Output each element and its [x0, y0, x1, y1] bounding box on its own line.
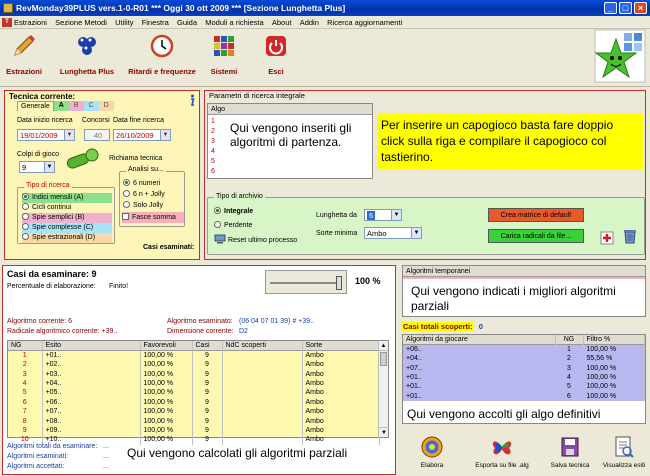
lunghetta-label: Lunghetta da: [316, 212, 357, 219]
richiama-label: Richiama tecnica: [109, 155, 163, 162]
table-cell: Ambo: [302, 388, 380, 397]
info-icon[interactable]: [188, 94, 196, 106]
table-cell: +04..: [403, 354, 555, 363]
table-row[interactable]: [8, 407, 380, 416]
radio-label: Solo Jolly: [133, 202, 163, 209]
radio-label: Indici mensili (A): [32, 194, 84, 201]
column-header[interactable]: NG: [555, 335, 583, 345]
tipo-ricerca-group: [17, 182, 115, 244]
table-cell: 9: [192, 435, 222, 444]
column-header[interactable]: Favorevoli: [140, 341, 192, 351]
radio-spie-complesse[interactable]: [22, 223, 112, 233]
algoritmi-totali-value: ...: [103, 443, 109, 450]
dimensione-label: Dimensione corrente:: [167, 328, 234, 335]
radio-icon: [123, 201, 130, 208]
table-cell: Ambo: [302, 407, 380, 416]
algoritmo-esaminato-value: (06 04 07 01 39) # +39..: [239, 318, 314, 325]
toolbar-estrazioni-button[interactable]: [4, 33, 44, 76]
reset-ultimo-processo-button[interactable]: [214, 234, 297, 247]
table-cell: +04..: [42, 379, 140, 388]
toolbar-label: Lunghetta Plus: [59, 67, 115, 76]
clock-icon: [149, 33, 175, 59]
butterfly-icon: [490, 434, 514, 460]
tab-c[interactable]: C: [84, 101, 99, 111]
table-cell: Ambo: [302, 360, 380, 369]
colpi-select[interactable]: [19, 161, 55, 173]
tab-b[interactable]: B: [69, 101, 84, 111]
table-cell: 9: [192, 388, 222, 397]
table-cell: Ambo: [302, 435, 380, 444]
table-cell: 100,00 %: [140, 398, 192, 407]
table-cell: 10: [8, 435, 42, 444]
tecnica-tabs: [17, 101, 114, 111]
scoperti-annotation: Qui vengono accolti gli algo definitivi: [407, 407, 601, 421]
toolbar-sistemi-button[interactable]: [204, 33, 244, 76]
table-cell: +05..: [42, 388, 140, 397]
data-inizio-label: Data inizio ricerca: [17, 117, 73, 124]
menu-estrazioni[interactable]: Estrazioni: [14, 18, 47, 27]
table-cell: 55,56 %: [583, 354, 645, 363]
table-cell: 9: [192, 360, 222, 369]
table-row[interactable]: [8, 388, 380, 397]
minimize-button[interactable]: _: [604, 2, 617, 14]
window-title: RevMonday39PLUS vers.1-0-R01 *** Oggi 30 ott 2009 *** [Sezione Lunghetta Plus]: [16, 3, 346, 13]
sorte-label: Sorte minima: [316, 230, 358, 237]
chevron-down-icon[interactable]: ▼: [64, 130, 74, 140]
scroll-down-icon[interactable]: ▼: [379, 427, 389, 437]
table-cell: [222, 435, 302, 444]
table-cell: 100,00 %: [140, 416, 192, 425]
table-cell: 9: [192, 416, 222, 425]
algo-row[interactable]: 5: [211, 158, 215, 165]
table-row[interactable]: [403, 392, 645, 401]
radio-icon: [22, 233, 29, 240]
menu-addin[interactable]: Addin: [299, 18, 319, 27]
temporanei-header: Algoritmi temporanei: [403, 266, 645, 277]
data-inizio-input[interactable]: [17, 129, 75, 141]
progress-slider[interactable]: [265, 270, 347, 294]
table-cell: 100,00 %: [583, 373, 645, 382]
table-cell: 100,00 %: [140, 426, 192, 435]
algoritmo-corrente-label: Algoritmo corrente: 6: [7, 318, 72, 325]
scoperti-header: [402, 321, 646, 333]
radio-label: Integrale: [224, 208, 254, 215]
tecnica-panel: [4, 90, 200, 260]
table-cell: +03..: [42, 369, 140, 378]
table-cell: 6: [555, 392, 583, 401]
temporanei-panel[interactable]: [402, 265, 646, 317]
progress-thumb[interactable]: [336, 276, 342, 290]
data-fine-value: 26/10/2009: [116, 131, 154, 140]
menu-ricerca-aggiornamenti[interactable]: Ricerca aggiornamenti: [327, 18, 403, 27]
table-row[interactable]: [403, 363, 645, 372]
table-cell: 5: [8, 388, 42, 397]
algo-header: Algo: [208, 104, 372, 115]
radio-label: 6 n + Jolly: [133, 191, 165, 198]
table-cell: 8: [8, 416, 42, 425]
table-row[interactable]: [403, 382, 645, 391]
table-cell: Ambo: [302, 379, 380, 388]
grid-icon: [211, 33, 237, 59]
toolbar-esci-button[interactable]: [258, 33, 294, 76]
table-cell: [222, 351, 302, 361]
table-row[interactable]: [8, 398, 380, 407]
target-icon: [420, 434, 444, 460]
table-row[interactable]: [403, 373, 645, 382]
radio-label: Spie semplici (B): [32, 214, 85, 221]
salva-tecnica-button[interactable]: [548, 434, 592, 469]
table-cell: 2: [8, 360, 42, 369]
data-fine-input[interactable]: [113, 129, 171, 141]
toolbar-label: Ritardi e frequenze: [128, 67, 196, 76]
chevron-down-icon[interactable]: ▼: [160, 130, 170, 140]
carica-radicali-button[interactable]: Carica radicali da file...: [488, 229, 584, 243]
parametri-title: Parametri di ricerca integrale: [209, 91, 305, 100]
algoritmo-esaminato-label: Algoritmo esaminato:: [167, 318, 233, 325]
table-cell: [222, 379, 302, 388]
casi-annotation: Qui vengono calcolati gli algoritmi parziali: [127, 446, 348, 460]
table-cell: 100,00 %: [583, 392, 645, 401]
table-cell: 9: [192, 351, 222, 361]
table-cell: 9: [192, 379, 222, 388]
table-cell: 1: [8, 351, 42, 361]
casi-grid[interactable]: [7, 340, 389, 444]
footer-labels: [7, 442, 97, 472]
casi-table: [8, 341, 380, 445]
button-label: Elabora: [420, 462, 444, 469]
table-cell: 100,00 %: [140, 388, 192, 397]
radio-cicli-continui[interactable]: [22, 203, 112, 213]
table-cell: 100,00 %: [583, 345, 645, 355]
tecnica-title: Tecnica corrente:: [9, 92, 76, 101]
temporanei-annotation: Qui vengono indicati i migliori algoritmi parziali: [411, 284, 616, 313]
radio-icon: [22, 193, 29, 200]
radio-6-numeri[interactable]: [123, 178, 160, 189]
table-cell: +06..: [42, 398, 140, 407]
table-cell: 9: [192, 369, 222, 378]
footer-values: [103, 442, 109, 472]
scoperti-table-body: [403, 345, 645, 401]
colpi-value: 9: [22, 163, 27, 172]
radio-solo-jolly[interactable]: [123, 200, 163, 211]
table-cell: +07..: [42, 407, 140, 416]
table-cell: +08..: [42, 416, 140, 425]
table-cell: 1: [555, 345, 583, 355]
column-header[interactable]: Filtro %: [583, 335, 645, 345]
radicale-label: Radicale algoritmico corrente: +39..: [7, 328, 118, 335]
algo-annotation: Qui vengono inseriti gli algoritmi di partenza.: [230, 121, 352, 149]
radio-6n-jolly[interactable]: [123, 189, 165, 200]
table-cell: 100,00 %: [140, 379, 192, 388]
algoritmi-accettati-value: ...: [103, 463, 109, 470]
table-cell: 9: [192, 407, 222, 416]
table-cell: 9: [192, 398, 222, 407]
table-cell: 100,00 %: [140, 435, 192, 444]
casi-panel: [2, 265, 396, 475]
crea-matrice-button[interactable]: Crea matrice di default: [488, 208, 584, 222]
chevron-down-icon[interactable]: ▼: [391, 210, 401, 220]
table-cell: +07..: [403, 363, 555, 372]
tab-d[interactable]: D: [99, 101, 114, 111]
table-cell: 3: [8, 369, 42, 378]
table-row[interactable]: [8, 360, 380, 369]
table-row[interactable]: [403, 354, 645, 363]
table-cell: 6: [8, 398, 42, 407]
concorsi-input[interactable]: 40: [84, 129, 110, 141]
casi-esaminati-label: Casi esaminati:: [143, 244, 195, 251]
esporta-button[interactable]: [472, 434, 532, 469]
table-row[interactable]: [8, 379, 380, 388]
sorte-value: Ambo: [367, 229, 387, 238]
radio-label: Perdente: [224, 222, 253, 229]
archivio-group: [207, 193, 645, 255]
table-row[interactable]: [8, 426, 380, 435]
table-cell: +01..: [42, 351, 140, 361]
radio-label: Cicli continui: [32, 204, 72, 211]
menu-guida[interactable]: Guida: [177, 18, 198, 27]
maximize-button[interactable]: □: [619, 2, 632, 14]
menu-bar: [0, 16, 650, 29]
elabora-button[interactable]: [414, 434, 450, 469]
visualizza-esiti-button[interactable]: [600, 434, 648, 469]
archivio-title: Tipo di archivio: [216, 193, 263, 200]
document-icon: [612, 434, 636, 460]
algoritmi-accettati-label: Algoritmi accettati:: [7, 463, 65, 470]
data-fine-label: Data fine ricerca: [113, 117, 164, 124]
algo-list[interactable]: [207, 103, 373, 179]
algoritmi-esaminati-label: Algoritmi esaminati:: [7, 453, 69, 460]
algoritmi-esaminati-value: ...: [103, 453, 109, 460]
progress-value: 100 %: [355, 276, 381, 286]
toolbar: [0, 29, 650, 87]
menu-finestra[interactable]: Finestra: [141, 18, 169, 27]
save-icon: [558, 434, 582, 460]
lottery-balls-icon: [74, 33, 100, 59]
tipo-ricerca-title: Tipo di ricerca: [26, 182, 70, 189]
column-header[interactable]: NG: [8, 341, 42, 351]
table-cell: +10..: [42, 435, 140, 444]
checkbox-label: Fasce somma: [132, 214, 176, 221]
radio-icon: [22, 203, 29, 210]
radio-spie-semplici[interactable]: [22, 213, 112, 223]
tab-generale[interactable]: Generale: [17, 101, 54, 111]
table-cell: 100,00 %: [140, 360, 192, 369]
radio-perdente[interactable]: [214, 220, 252, 231]
algoritmi-totali-label: Algoritmi totali da esaminare:: [7, 443, 98, 450]
column-header[interactable]: Sorte: [302, 341, 380, 351]
menu-about[interactable]: About: [271, 18, 292, 27]
button-label: Esporta su file .alg: [475, 462, 529, 469]
radio-icon: [214, 221, 221, 228]
radio-icon: [214, 207, 221, 214]
add-icon[interactable]: [601, 232, 613, 244]
table-cell: 5: [555, 382, 583, 391]
table-cell: [222, 426, 302, 435]
radio-indici-mensili[interactable]: [22, 193, 112, 203]
percentuale-label: Percentuale di elaborazione:: [7, 283, 96, 290]
table-cell: Ambo: [302, 416, 380, 425]
data-inizio-value: 19/01/2009: [20, 131, 58, 140]
table-cell: 9: [8, 426, 42, 435]
power-icon: [263, 33, 289, 59]
table-cell: [222, 360, 302, 369]
sorte-select[interactable]: [364, 227, 422, 239]
table-cell: +01..: [403, 392, 555, 401]
radio-label: Spie estrazionali (D): [32, 234, 96, 241]
lunghetta-value: 6: [369, 211, 374, 220]
button-label: Salva tecnica: [550, 462, 590, 469]
column-header[interactable]: NdC scoperti: [222, 341, 302, 351]
table-cell: Ambo: [302, 369, 380, 378]
radio-icon: [22, 213, 29, 220]
table-cell: Ambo: [302, 398, 380, 407]
analisi-title: Analisi su...: [128, 166, 164, 173]
table-cell: [222, 388, 302, 397]
concorsi-label: Concorsi: [82, 117, 110, 124]
table-cell: 2: [555, 354, 583, 363]
menu-sezione-metodi[interactable]: Sezione Metodi: [55, 18, 107, 27]
toolbar-label: Sistemi: [210, 67, 238, 76]
radio-label: 6 numeri: [133, 180, 161, 187]
radio-icon: [123, 179, 130, 186]
algo-row[interactable]: 4: [211, 148, 215, 155]
checkbox-icon: [122, 213, 129, 220]
table-cell: 100,00 %: [583, 363, 645, 372]
table-cell: 4: [555, 373, 583, 382]
table-cell: 100,00 %: [140, 351, 192, 361]
table-cell: +09..: [42, 426, 140, 435]
recycle-bin-icon[interactable]: [622, 228, 638, 244]
table-cell: 7: [8, 407, 42, 416]
table-cell: +02..: [42, 360, 140, 369]
table-row[interactable]: [8, 416, 380, 425]
table-cell: 9: [192, 426, 222, 435]
column-header[interactable]: Algoritmi da giocare: [403, 335, 555, 345]
scroll-thumb[interactable]: [380, 352, 387, 366]
table-cell: 100,00 %: [140, 407, 192, 416]
radio-spie-estrazionali[interactable]: [22, 233, 112, 243]
algo-row[interactable]: 2: [211, 128, 215, 135]
button-label: Visualizza esiti: [602, 462, 646, 469]
table-cell: [222, 369, 302, 378]
menu-utility[interactable]: Utility: [115, 18, 134, 27]
radio-icon: [22, 223, 29, 230]
parametri-panel: [204, 90, 646, 260]
table-row[interactable]: [8, 351, 380, 361]
tab-a[interactable]: A: [54, 101, 69, 111]
toolbar-ritardi-button[interactable]: [124, 33, 200, 76]
progress-track: [270, 282, 342, 284]
table-cell: [222, 398, 302, 407]
check-fasce-somma[interactable]: [122, 212, 184, 223]
chevron-down-icon[interactable]: ▼: [411, 228, 421, 238]
colpi-label: Colpi di gioco: [17, 151, 60, 158]
table-cell: +01..: [403, 373, 555, 382]
dimensione-value: D2: [239, 328, 248, 335]
toolbar-label: Esci: [268, 67, 284, 76]
table-cell: 100,00 %: [140, 369, 192, 378]
capogioco-annotation: Per inserire un capogioco basta fare doppio click sulla riga e compilare il capogioco col tastierino.: [377, 113, 643, 169]
radio-label: Spie complesse (C): [32, 224, 94, 231]
table-cell: 3: [555, 363, 583, 372]
toolbar-label: Estrazioni: [6, 67, 42, 76]
radio-integrale[interactable]: [214, 206, 253, 217]
scoperti-table: [403, 335, 645, 401]
vertical-scrollbar[interactable]: [378, 341, 388, 437]
reset-label: Reset ultimo processo: [227, 237, 298, 244]
column-header[interactable]: Casi: [192, 341, 222, 351]
table-row[interactable]: [403, 345, 645, 355]
richiama-tecnica-icon[interactable]: [63, 147, 101, 171]
scoperti-grid[interactable]: [402, 334, 646, 424]
pencil-icon: [11, 33, 37, 59]
algo-row[interactable]: 6: [211, 168, 215, 175]
algo-row[interactable]: 1: [211, 118, 215, 125]
close-button[interactable]: ×: [634, 2, 647, 14]
table-row[interactable]: [8, 369, 380, 378]
computer-icon: [214, 234, 226, 244]
casi-title: Casi da esaminare: 9: [7, 269, 97, 279]
algo-row[interactable]: 3: [211, 138, 215, 145]
table-cell: +06..: [403, 345, 555, 355]
title-bar: [0, 0, 650, 16]
table-cell: [222, 407, 302, 416]
menu-app-icon: T: [2, 18, 12, 27]
table-cell: 100,00 %: [583, 382, 645, 391]
chevron-down-icon[interactable]: ▼: [44, 162, 54, 172]
algo-row-numbers: [211, 117, 215, 177]
toolbar-lunghetta-button[interactable]: [56, 33, 118, 76]
analisi-group: [119, 166, 185, 227]
table-cell: Ambo: [302, 426, 380, 435]
star-logo-icon: [594, 29, 646, 83]
temporanei-highlight: [403, 277, 645, 279]
table-cell: Ambo: [302, 351, 380, 361]
percentuale-status: Finito!: [109, 283, 129, 290]
table-cell: 4: [8, 379, 42, 388]
menu-moduli[interactable]: Moduli a richiesta: [205, 18, 264, 27]
scoperti-label: Casi totali scoperti:: [403, 322, 473, 331]
casi-table-body: [8, 351, 380, 445]
column-header[interactable]: Esito: [42, 341, 140, 351]
lunghetta-select[interactable]: [364, 209, 402, 221]
table-cell: [222, 416, 302, 425]
table-cell: +01..: [403, 382, 555, 391]
scoperti-value: 0: [478, 322, 483, 331]
radio-icon: [123, 190, 130, 197]
scroll-up-icon[interactable]: ▲: [380, 343, 387, 349]
app-icon: [3, 3, 13, 13]
